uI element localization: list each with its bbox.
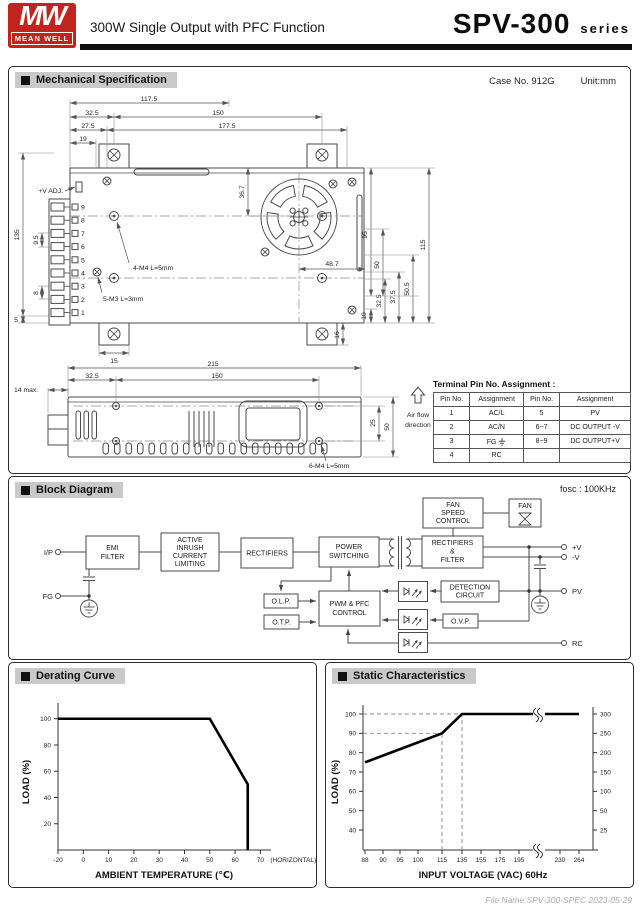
svg-text:FAN: FAN [518,503,532,510]
block-rectifiers-filter [422,536,483,568]
pin-table-header: Pin No. [524,393,560,407]
svg-text:100: 100 [600,788,611,796]
dimension-lines-left [14,153,54,324]
optocoupler-icon [399,633,428,653]
svg-text:32.5: 32.5 [376,294,383,308]
side-case-outline [48,397,361,457]
svg-text:5: 5 [81,257,85,265]
svg-text:4: 4 [81,270,85,278]
svg-text:250: 250 [600,730,611,738]
svg-text:135: 135 [14,229,21,241]
pin-table-title: Terminal Pin No. Assignment : [433,379,556,389]
svg-text:117.5: 117.5 [140,96,158,103]
block-diagram-drawing [9,477,630,659]
section-bullet-icon [338,672,347,681]
svg-text:FILTER: FILTER [440,557,465,564]
svg-text:8: 8 [33,291,40,295]
section-bullet-icon [21,672,30,681]
svg-text:O.V.P.: O.V.P. [450,618,471,626]
pin-table-cell: 4 [434,449,470,463]
earth-ground-icon [81,600,98,617]
block-fan-speed-control [423,498,483,528]
svg-text:177.5: 177.5 [218,123,236,130]
svg-text:195: 195 [513,857,525,864]
svg-text:25: 25 [370,419,377,427]
unit-label: Unit:mm [580,76,616,87]
svg-text:RECTIFIERS: RECTIFIERS [246,550,288,558]
derating-x-axis-label: AMBIENT TEMPERATURE (℃) [95,870,233,881]
svg-text:1: 1 [81,310,85,318]
svg-text:88: 88 [361,857,369,864]
svg-text:Air flow: Air flow [406,412,430,419]
svg-text:O.L.P.: O.L.P. [271,598,291,606]
block-fan [509,499,541,527]
derating-axis-ticks [40,716,316,864]
svg-text:PWM & PFC: PWM & PFC [329,601,370,608]
v-adjust-annotation [38,182,82,195]
table-row [434,407,631,421]
static-curve-line [365,714,579,762]
svg-text:POWER: POWER [335,544,363,551]
optocoupler-icon [399,610,428,630]
svg-text:115: 115 [436,857,448,864]
pin-table-cell: 3 [434,435,470,449]
svg-text:INRUSH: INRUSH [176,545,204,552]
svg-text:155: 155 [475,857,487,864]
static-axis-ticks [345,711,611,864]
svg-text:30: 30 [155,857,163,864]
svg-text:ACTIVE: ACTIVE [177,537,203,544]
block-emi-filter [86,536,139,569]
mechanical-section-title: Mechanical Specification [36,74,167,86]
svg-text:150: 150 [211,373,223,380]
svg-text:+V: +V [572,543,582,552]
block-inrush-limiting [161,533,219,571]
derating-curve-header [15,668,125,684]
pin-assignment-table [433,392,631,463]
series-suffix: series [580,21,630,36]
svg-text:100: 100 [345,711,356,719]
mechanical-section [8,66,631,474]
pin-table-cell [524,449,560,463]
svg-text:50: 50 [384,423,391,431]
svg-text:CURRENT: CURRENT [172,553,208,560]
mechanical-section-header [15,72,177,88]
pin-table-header: Assignment [560,393,631,407]
static-characteristics-section [325,662,634,888]
svg-text:300: 300 [600,711,611,719]
table-row [434,421,631,435]
svg-text:SPEED: SPEED [441,510,465,517]
static-x-axis-label: INPUT VOLTAGE (VAC) 60Hz [418,870,548,881]
svg-text:2: 2 [81,296,85,304]
svg-text:115: 115 [420,239,427,251]
svg-text:25: 25 [600,827,608,835]
svg-text:90: 90 [348,730,356,738]
derating-y-axis-label: LOAD (%) [21,759,32,805]
svg-text:50: 50 [600,807,608,815]
svg-text:RECTIFIERS: RECTIFIERS [431,540,474,547]
svg-text:+V ADJ.: +V ADJ. [38,188,63,195]
svg-text:95: 95 [396,857,404,864]
block-olp [264,594,298,608]
svg-text:direction: direction [405,422,431,429]
svg-text:40: 40 [43,794,51,802]
svg-text:32.5: 32.5 [85,110,99,117]
svg-text:5: 5 [14,317,18,324]
svg-text:9.5: 9.5 [33,235,40,245]
terminal-pin-table [433,379,631,463]
svg-text:15: 15 [110,358,118,365]
screw-annotations [98,222,174,303]
dimension-lines-inner [239,168,365,269]
static-characteristics-header [332,668,476,684]
case-info [489,76,616,87]
svg-text:20: 20 [43,821,51,829]
svg-text:100: 100 [412,857,424,864]
pin-table-cell: 1 [434,407,470,421]
svg-text:100: 100 [40,716,51,724]
svg-text:I/P: I/P [43,548,53,557]
svg-text:80: 80 [43,742,51,750]
pin-table-cell: AC/L [470,407,524,421]
top-view-drawing [9,95,441,367]
svg-text:O.T.P.: O.T.P. [272,619,291,627]
header-divider-bar [80,44,632,50]
svg-text:EMI: EMI [106,545,119,552]
table-row [434,449,631,463]
pin-table-cell: 6~7 [524,421,560,435]
svg-text:-20: -20 [53,857,63,864]
svg-text:50: 50 [206,857,214,864]
fan-cutout [261,179,337,255]
svg-text:19: 19 [79,136,87,143]
block-diagram-wires [61,513,562,643]
static-characteristics-title: Static Characteristics [353,670,466,682]
static-dashed-guides [363,714,462,850]
svg-text:9: 9 [81,204,85,212]
svg-text:RC: RC [572,639,583,648]
side-view-drawing [13,359,443,471]
block-rectifiers [241,538,293,568]
svg-text:3: 3 [81,283,85,291]
svg-text:135: 135 [456,857,468,864]
section-bullet-icon [21,76,30,85]
pin-table-cell: AC/N [470,421,524,435]
pin-table-header: Assignment [470,393,524,407]
file-name-footer: File Name:SPV-300-SPEC 2023-05-29 [485,895,632,905]
svg-text:50: 50 [374,261,381,269]
svg-text:215: 215 [207,361,219,368]
pin-table-cell: PV [560,407,631,421]
svg-text:36.7: 36.7 [239,185,246,199]
block-power-switching [319,537,379,567]
svg-text:LIMITING: LIMITING [174,561,206,568]
svg-text:40: 40 [348,827,356,835]
svg-text:FAN: FAN [446,502,460,509]
static-y-axis-label: LOAD (%) [330,759,341,805]
airflow-up-arrow-icon [412,387,425,403]
block-detection-circuit [441,581,499,602]
svg-text:(HORIZONTAL): (HORIZONTAL) [270,857,316,864]
svg-text:95: 95 [362,231,369,239]
svg-text:14 max.: 14 max. [14,387,39,394]
svg-text:FG: FG [42,592,53,601]
fosc-label: fosc : 100KHz [559,484,616,494]
svg-text:150: 150 [212,110,224,117]
pin-table-cell: RC [470,449,524,463]
svg-text:80: 80 [348,749,356,757]
block-ovp [443,614,478,628]
svg-text:6-M4 L=5mm: 6-M4 L=5mm [309,463,350,470]
pin-table-cell: FG [470,435,524,449]
airflow-annotation [405,387,431,429]
block-diagram-section [8,476,631,660]
svg-text:10: 10 [104,857,113,864]
svg-text:50: 50 [348,807,356,815]
logo-brand-text: MEAN WELL [11,32,73,45]
pin-table-cell: DC OUTPUT -V [560,421,631,435]
transformer-symbol [390,536,411,569]
svg-text:27.5: 27.5 [81,123,95,130]
svg-text:10: 10 [361,312,368,320]
svg-text:SWITCHING: SWITCHING [328,553,370,560]
pin-table-header: Pin No. [434,393,470,407]
axis-break-marks [533,707,545,858]
static-characteristics-chart [326,687,633,887]
svg-text:5-M3 L=3mm: 5-M3 L=3mm [103,296,144,303]
meanwell-logo [8,0,76,48]
svg-text:264: 264 [573,857,585,864]
svg-text:-V: -V [572,553,580,562]
svg-text:6: 6 [81,244,85,252]
svg-text:60: 60 [43,768,51,776]
svg-text:70: 70 [256,857,265,864]
svg-text:PV: PV [572,587,583,596]
table-row [434,435,631,449]
svg-text:DETECTION: DETECTION [449,584,491,592]
svg-text:60: 60 [231,857,239,864]
svg-text:32.5: 32.5 [85,373,99,380]
terminal-block [49,199,85,325]
earth-ground-icon [532,596,549,613]
svg-text:0: 0 [81,857,86,864]
case-number: Case No. 912G [489,76,555,87]
block-pwm-pfc-control [319,591,380,626]
svg-text:230: 230 [554,857,566,864]
block-diagram-title: Block Diagram [36,484,114,496]
pin-table-cell: 5 [524,407,560,421]
derating-curve-title: Derating Curve [36,670,115,682]
pin-table-cell: DC OUTPUT+V [560,435,631,449]
svg-text:8: 8 [81,217,85,225]
derating-curve-section [8,662,317,888]
svg-text:4-M4 L=5mm: 4-M4 L=5mm [133,265,174,272]
optocoupler-icon [399,582,428,602]
derating-chart [9,687,316,887]
svg-text:70: 70 [348,769,356,777]
svg-text:&: & [450,548,455,556]
page-title: 300W Single Output with PFC Function [90,20,325,35]
svg-text:7: 7 [81,230,85,238]
pin-table-cell: 2 [434,421,470,435]
svg-text:50.5: 50.5 [404,282,411,296]
svg-text:40: 40 [180,857,189,864]
svg-text:200: 200 [600,749,611,757]
block-otp [264,615,299,629]
svg-text:37.5: 37.5 [390,290,397,304]
earth-ground-icon [498,438,506,446]
svg-text:CONTROL: CONTROL [332,610,367,617]
svg-text:48.7: 48.7 [325,261,339,268]
svg-text:20: 20 [130,857,138,864]
pin-table-cell [560,449,631,463]
derating-curve-line [58,719,248,850]
svg-text:175: 175 [494,857,506,864]
dimension-lines-right [334,168,435,345]
svg-text:FILTER: FILTER [100,554,125,561]
series-name: SPV-300 [452,8,571,39]
svg-text:CIRCUIT: CIRCUIT [455,592,485,600]
screw-holes [93,149,356,340]
pin-table-cell: 8~9 [524,435,560,449]
series-title [453,8,630,40]
logo-mw-text: MW [19,0,65,31]
svg-text:150: 150 [600,769,611,777]
svg-text:16: 16 [334,331,341,339]
side-dimensions [14,361,399,470]
svg-text:CONTROL: CONTROL [435,518,471,525]
svg-text:60: 60 [348,788,356,796]
svg-text:90: 90 [379,857,387,864]
